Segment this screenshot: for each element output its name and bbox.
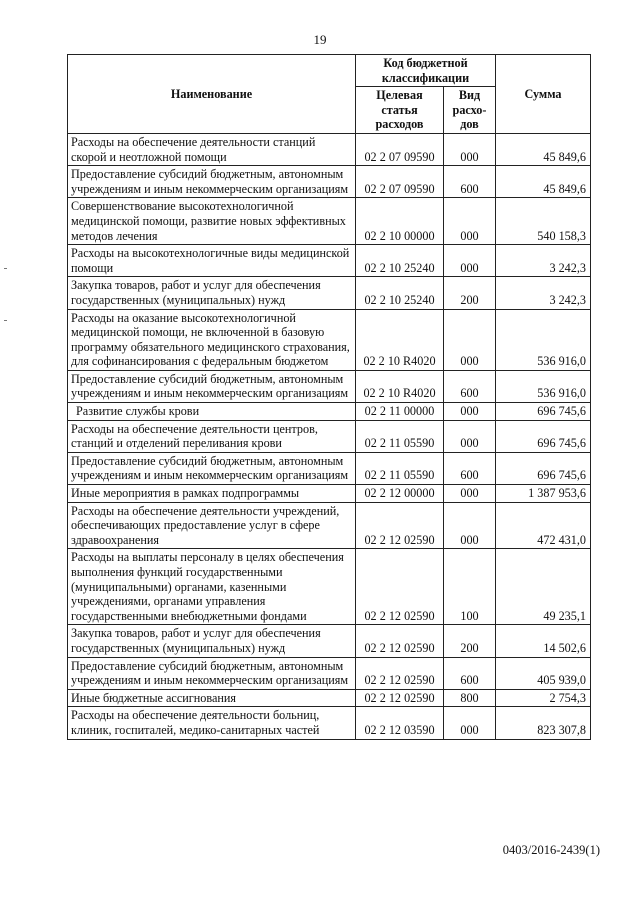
table-row	[68, 689, 591, 707]
row-name: Расходы на обеспечение деятельности станций скорой и неотложной помощи	[68, 133, 356, 165]
row-name: Развитие службы крови	[68, 403, 356, 421]
table-row	[68, 452, 591, 484]
row-expense-type: 100	[444, 549, 496, 625]
table-row	[68, 309, 591, 370]
table-body	[68, 133, 591, 739]
row-amount: 405 939,0	[496, 657, 591, 689]
row-amount: 3 242,3	[496, 277, 591, 309]
margin-mark	[4, 268, 7, 269]
table-header-row	[68, 55, 591, 87]
row-target-item-code: 02 2 12 02590	[356, 549, 444, 625]
row-amount: 540 158,3	[496, 198, 591, 245]
row-amount: 14 502,6	[496, 625, 591, 657]
row-name: Расходы на обеспечение деятельности больниц, клиник, госпиталей, медико-санитарных частей	[68, 707, 356, 739]
row-amount: 45 849,6	[496, 133, 591, 165]
budget-table	[67, 54, 591, 740]
row-target-item-code: 02 2 12 02590	[356, 657, 444, 689]
row-amount: 536 916,0	[496, 370, 591, 402]
row-amount: 472 431,0	[496, 502, 591, 549]
row-target-item-code: 02 2 11 05590	[356, 452, 444, 484]
row-amount: 2 754,3	[496, 689, 591, 707]
table-row	[68, 657, 591, 689]
row-name: Иные бюджетные ассигнования	[68, 689, 356, 707]
row-expense-type: 000	[444, 403, 496, 421]
row-expense-type: 000	[444, 198, 496, 245]
row-target-item-code: 02 2 10 25240	[356, 277, 444, 309]
row-name: Предоставление субсидий бюджетным, автономным учреждениям и иным некоммерческим организациям	[68, 166, 356, 198]
row-target-item-code: 02 2 10 25240	[356, 245, 444, 277]
table-row	[68, 198, 591, 245]
row-target-item-code: 02 2 12 02590	[356, 625, 444, 657]
row-expense-type: 600	[444, 370, 496, 402]
row-target-item-code: 02 2 12 02590	[356, 689, 444, 707]
table-row	[68, 277, 591, 309]
row-amount: 45 849,6	[496, 166, 591, 198]
row-amount: 823 307,8	[496, 707, 591, 739]
table-row	[68, 133, 591, 165]
row-name: Расходы на обеспечение деятельности центров, станций и отделений переливания крови	[68, 420, 356, 452]
row-target-item-code: 02 2 10 R4020	[356, 370, 444, 402]
row-expense-type: 600	[444, 657, 496, 689]
row-expense-type: 000	[444, 133, 496, 165]
row-expense-type: 000	[444, 245, 496, 277]
row-target-item-code: 02 2 12 00000	[356, 485, 444, 503]
header-target-item: Целевая статья расходов	[356, 87, 444, 134]
row-amount: 1 387 953,6	[496, 485, 591, 503]
row-expense-type: 600	[444, 452, 496, 484]
table-row	[68, 707, 591, 739]
document-code: 0403/2016-2439(1)	[502, 843, 600, 857]
row-amount: 536 916,0	[496, 309, 591, 370]
table-row	[68, 370, 591, 402]
row-name: Предоставление субсидий бюджетным, автономным учреждениям и иным некоммерческим организациям	[68, 370, 356, 402]
table-row	[68, 403, 591, 421]
row-name: Совершенствование высокотехнологичной медицинской помощи, развитие новых эффективных методов лечения	[68, 198, 356, 245]
margin-mark	[4, 320, 7, 321]
row-name: Расходы на выплаты персоналу в целях обеспечения выполнения функций государственными (муниципальными) органами, казенными учреждениями, органами управления государственными внебюджетными фондами	[68, 549, 356, 625]
row-name: Закупка товаров, работ и услуг для обеспечения государственных (муниципальных) нужд	[68, 277, 356, 309]
page-number: 19	[313, 32, 327, 47]
header-amount: Сумма	[496, 55, 591, 134]
row-expense-type: 000	[444, 707, 496, 739]
table-row	[68, 245, 591, 277]
row-name: Предоставление субсидий бюджетным, автономным учреждениям и иным некоммерческим организациям	[68, 657, 356, 689]
header-expense-type: Вид расхо-дов	[444, 87, 496, 134]
row-target-item-code: 02 2 07 09590	[356, 166, 444, 198]
table-row	[68, 485, 591, 503]
row-expense-type: 600	[444, 166, 496, 198]
row-amount: 49 235,1	[496, 549, 591, 625]
table-row	[68, 549, 591, 625]
header-classification: Код бюджетной классификации	[356, 55, 496, 87]
row-target-item-code: 02 2 11 00000	[356, 403, 444, 421]
row-target-item-code: 02 2 11 05590	[356, 420, 444, 452]
row-name: Предоставление субсидий бюджетным, автономным учреждениям и иным некоммерческим организациям	[68, 452, 356, 484]
table-row	[68, 625, 591, 657]
row-name: Расходы на обеспечение деятельности учреждений, обеспечивающих предоставление услуг в сфере здравоохранения	[68, 502, 356, 549]
row-name: Иные мероприятия в рамках подпрограммы	[68, 485, 356, 503]
row-expense-type: 000	[444, 502, 496, 549]
row-expense-type: 000	[444, 309, 496, 370]
row-name: Расходы на оказание высокотехнологичной медицинской помощи, не включенной в базовую программу обязательного медицинского страхования, для софинансирования с федеральным бюджетом	[68, 309, 356, 370]
row-expense-type: 000	[444, 485, 496, 503]
row-amount: 3 242,3	[496, 245, 591, 277]
row-amount: 696 745,6	[496, 403, 591, 421]
row-name: Закупка товаров, работ и услуг для обеспечения государственных (муниципальных) нужд	[68, 625, 356, 657]
row-amount: 696 745,6	[496, 452, 591, 484]
row-expense-type: 800	[444, 689, 496, 707]
row-expense-type: 000	[444, 420, 496, 452]
table-row	[68, 420, 591, 452]
row-expense-type: 200	[444, 625, 496, 657]
row-name: Расходы на высокотехнологичные виды медицинской помощи	[68, 245, 356, 277]
row-expense-type: 200	[444, 277, 496, 309]
row-target-item-code: 02 2 12 03590	[356, 707, 444, 739]
row-target-item-code: 02 2 12 02590	[356, 502, 444, 549]
header-name: Наименование	[68, 55, 356, 134]
row-target-item-code: 02 2 10 00000	[356, 198, 444, 245]
row-amount: 696 745,6	[496, 420, 591, 452]
table-row	[68, 166, 591, 198]
table-row	[68, 502, 591, 549]
row-target-item-code: 02 2 07 09590	[356, 133, 444, 165]
row-target-item-code: 02 2 10 R4020	[356, 309, 444, 370]
